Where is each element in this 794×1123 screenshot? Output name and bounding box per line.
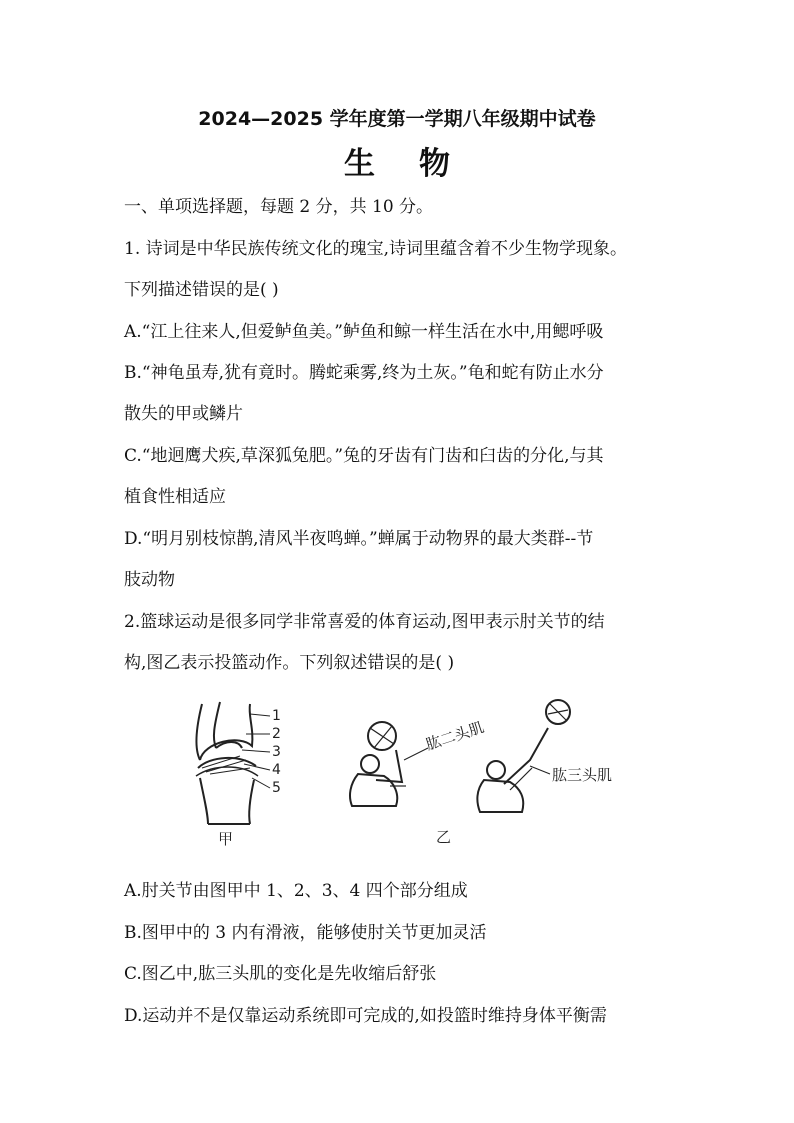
- q2-figure-svg: [180, 698, 640, 848]
- subject-title: 生物: [344, 146, 494, 182]
- q2-stem-line1: 2.篮球运动是很多同学非常喜爱的体育运动,图甲表示肘关节的结: [124, 612, 605, 632]
- figure-jia-label: 甲: [218, 830, 234, 848]
- q1-option-d-line1: D.“明月别枝惊鹊,清风半夜鸣蝉。”蝉属于动物界的最大类群--节: [124, 529, 594, 549]
- q2-option-b: B.图甲中的 3 内有滑液，能够使肘关节更加灵活: [124, 923, 487, 943]
- q1-option-c-line2: 植食性相适应: [124, 487, 226, 507]
- joint-number-3: 3: [272, 744, 281, 760]
- q1-option-b-line1: B.“神龟虽寿,犹有竟时。腾蛇乘雾,终为土灰。”龟和蛇有防止水分: [124, 363, 604, 383]
- q2-stem-line2: 构,图乙表示投篮动作。下列叙述错误的是( ): [124, 653, 455, 673]
- figure-yi-label: 乙: [436, 828, 452, 846]
- section-heading: 一、单项选择题，每题 2 分，共 10 分。: [124, 197, 434, 217]
- q2-option-d: D.运动并不是仅靠运动系统即可完成的,如投篮时维持身体平衡需: [124, 1006, 607, 1026]
- shooting-pose-1: [350, 722, 406, 806]
- q1-option-d-line2: 肢动物: [124, 570, 175, 590]
- joint-number-4: 4: [272, 762, 281, 778]
- joint-number-2: 2: [272, 726, 281, 742]
- joint-number-5: 5: [272, 780, 281, 796]
- joint-leader-lines: [242, 714, 270, 788]
- q2-option-a: A.肘关节由图甲中 1、2、3、4 四个部分组成: [124, 881, 468, 901]
- biceps-label: 肱二头肌: [423, 718, 487, 754]
- q1-option-c-line1: C.“地迥鹰犬疾,草深狐兔肥。”兔的牙齿有门齿和臼齿的分化,与其: [124, 446, 604, 466]
- q2-option-c: C.图乙中,肱三头肌的变化是先收缩后舒张: [124, 964, 437, 984]
- exam-title: 2024—2025 学年度第一学期八年级期中试卷: [198, 108, 596, 130]
- joint-number-1: 1: [272, 708, 281, 724]
- q1-stem-line1: 1. 诗词是中华民族传统文化的瑰宝,诗词里蕴含着不少生物学现象。: [124, 239, 628, 259]
- shooting-pose-2: [477, 700, 570, 812]
- q1-option-a: A.“江上往来人,但爱鲈鱼美。”鲈鱼和鲸一样生活在水中,用鳃呼吸: [124, 322, 604, 342]
- triceps-label: 肱三头肌: [552, 766, 613, 784]
- q1-option-b-line2: 散失的甲或鳞片: [124, 404, 243, 424]
- q1-stem-line2: 下列描述错误的是( ): [124, 280, 279, 300]
- q2-figure: [180, 698, 640, 848]
- elbow-joint-diagram: [196, 702, 258, 824]
